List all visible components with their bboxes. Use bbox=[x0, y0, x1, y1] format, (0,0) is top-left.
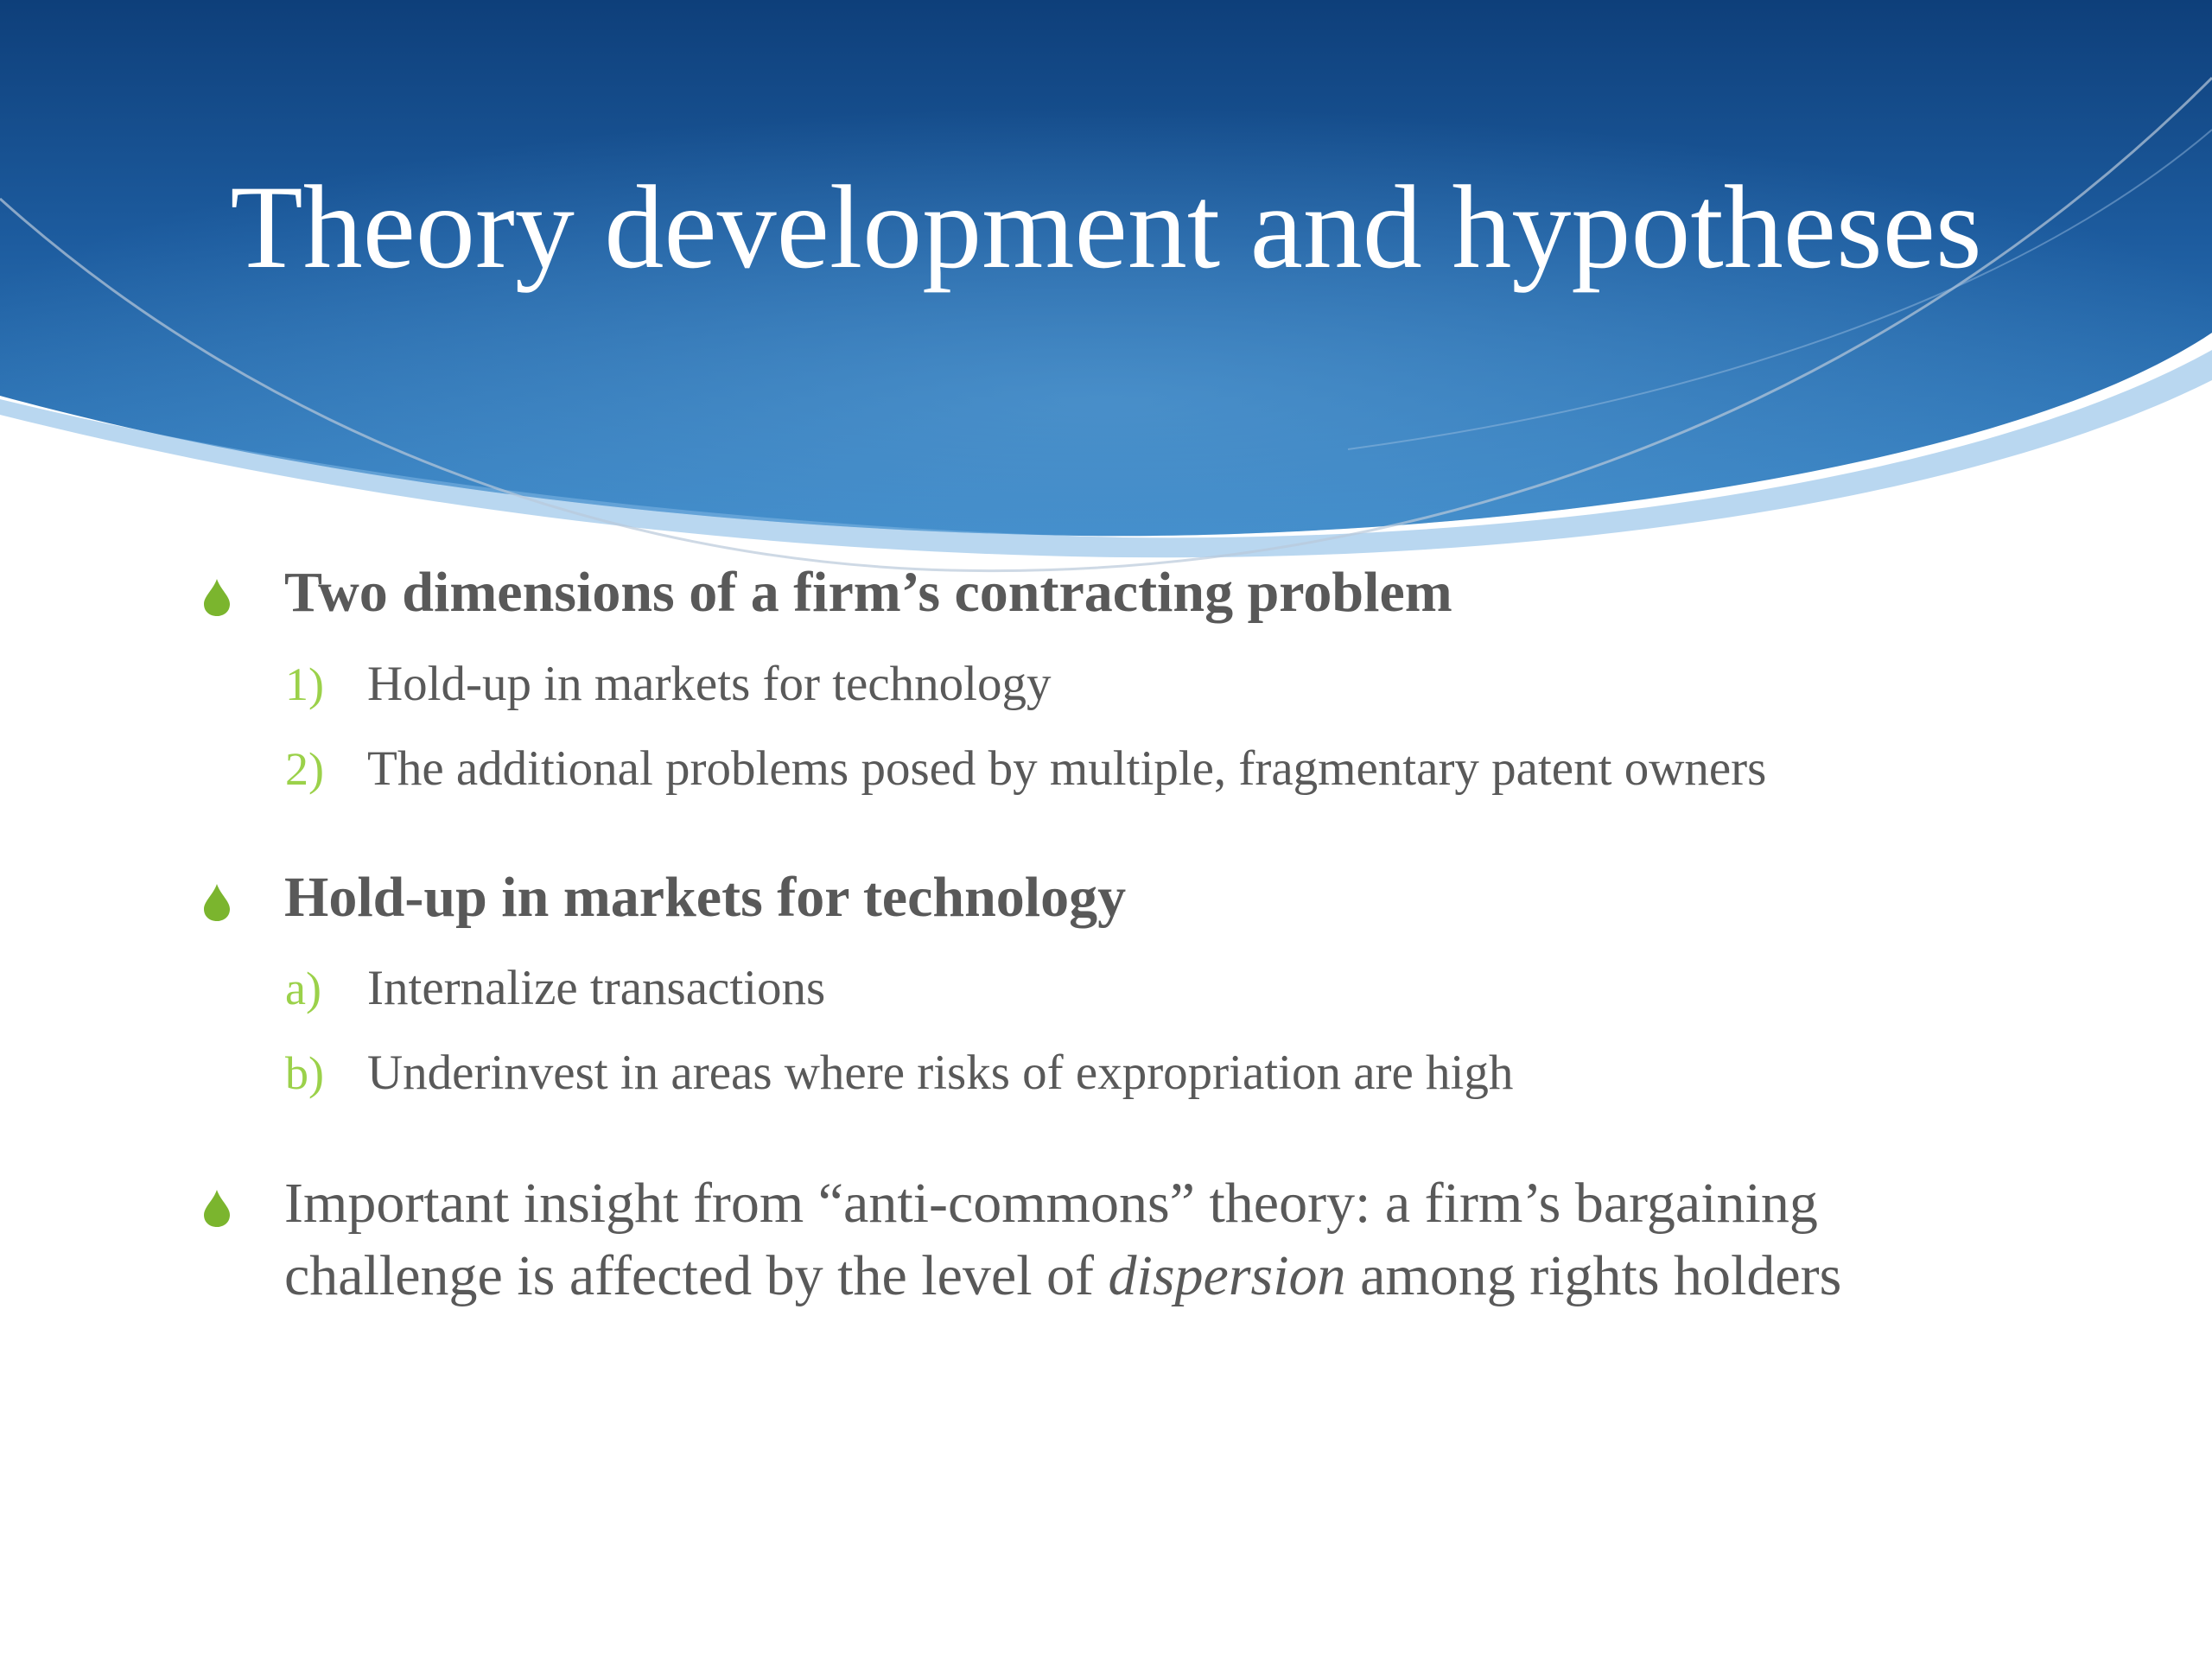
bullet-heading: Two dimensions of a firm’s contracting problem bbox=[284, 561, 1452, 624]
emphasis-text: dispersion bbox=[1108, 1244, 1346, 1307]
list-marker: b) bbox=[285, 1047, 324, 1099]
bullet-text-line: Important insight from “anti-commons” theory: a firm’s bargaining bbox=[284, 1172, 1818, 1235]
bullet-text-line bbox=[284, 1240, 1841, 1313]
teardrop-bullet-icon bbox=[202, 577, 232, 617]
list-item: Hold-up in markets for technology bbox=[367, 657, 1052, 711]
list-marker: a) bbox=[285, 963, 321, 1014]
slide-title: Theory development and hypotheses bbox=[230, 161, 1982, 293]
teardrop-bullet-icon bbox=[202, 882, 232, 922]
teardrop-bullet-icon bbox=[202, 1188, 232, 1228]
list-marker: 2) bbox=[285, 743, 324, 795]
list-marker: 1) bbox=[285, 658, 324, 710]
bullet-heading: Hold-up in markets for technology bbox=[284, 866, 1127, 929]
list-item: The additional problems posed by multiple, fragmentary patent owners bbox=[367, 741, 1767, 796]
text-segment: among rights holders bbox=[1345, 1244, 1842, 1307]
text-segment: challenge is affected by the level of bbox=[284, 1244, 1109, 1307]
list-item: Internalize transactions bbox=[367, 961, 826, 1015]
list-item: Underinvest in areas where risks of expropriation are high bbox=[367, 1046, 1514, 1100]
